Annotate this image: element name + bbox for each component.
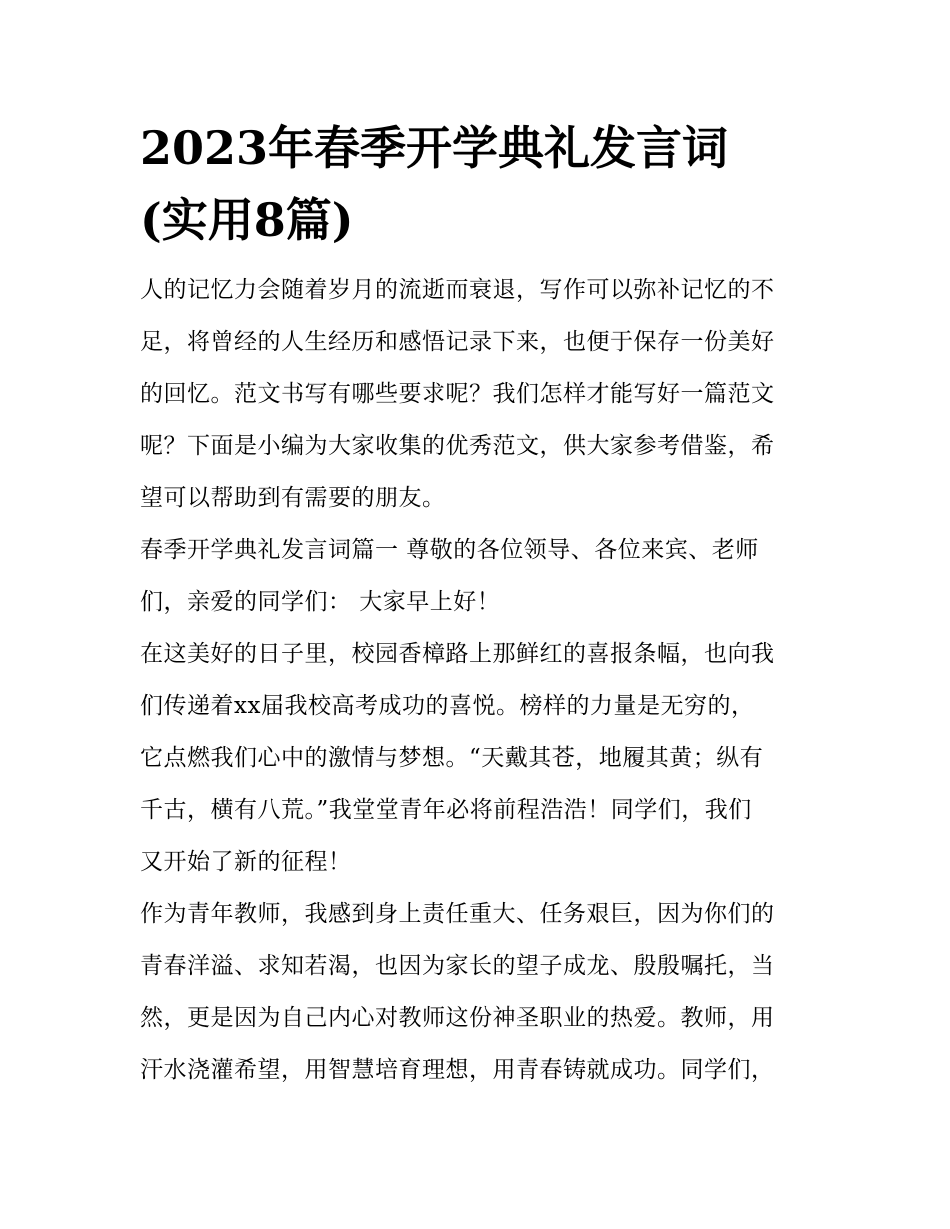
document-title [140, 112, 816, 256]
text-line: 们传递着xx届我校高考成功的喜悦。榜样的力量是无穷的， [140, 693, 755, 719]
text-line: 青春洋溢、求知若渴，也因为家长的望子成龙、殷殷嘱托，当 [140, 953, 775, 979]
text-line: 然，更是因为自己内心对教师这份神圣职业的热爱。教师，用 [140, 1005, 775, 1031]
text-line: 足，将曾经的人生经历和感悟记录下来，也便于保存一份美好 [140, 329, 775, 355]
text-line: 作为青年教师，我感到身上责任重大、任务艰巨，因为你们的 [140, 901, 775, 927]
title-line-2: (实用8篇) [140, 193, 354, 247]
title-line-1: 2023年春季开学典礼发言词 [140, 121, 729, 175]
paragraph-intro [140, 264, 816, 524]
text-line: 汗水浇灌希望，用智慧培育理想，用青春铸就成功。同学们， [140, 1057, 775, 1083]
document-body [140, 264, 816, 1096]
document-content [140, 112, 816, 1096]
paragraph-teacher [140, 888, 816, 1096]
text-line: 春季开学典礼发言词篇一 尊敬的各位领导、各位来宾、老师 [140, 537, 759, 563]
paragraph-opening [140, 628, 816, 888]
text-line: 的回忆。范文书写有哪些要求呢？我们怎样才能写好一篇范文 [140, 381, 775, 407]
text-line: 望可以帮助到有需要的朋友。 [140, 485, 446, 511]
text-line: 呢？下面是小编为大家收集的优秀范文，供大家参考借鉴，希 [140, 433, 775, 459]
text-line: 人的记忆力会随着岁月的流逝而衰退，写作可以弥补记忆的不 [140, 277, 775, 303]
text-line: 千古，横有八荒。”我堂堂青年必将前程浩浩！同学们，我们 [140, 797, 752, 823]
paragraph-greeting [140, 524, 816, 628]
text-line: 它点燃我们心中的激情与梦想。“天戴其苍，地履其黄；纵有 [140, 745, 764, 771]
text-line: 们，亲爱的同学们： 大家早上好！ [140, 589, 501, 615]
text-line: 又开始了新的征程！ [140, 849, 352, 875]
text-line: 在这美好的日子里，校园香樟路上那鲜红的喜报条幅，也向我 [140, 641, 775, 667]
